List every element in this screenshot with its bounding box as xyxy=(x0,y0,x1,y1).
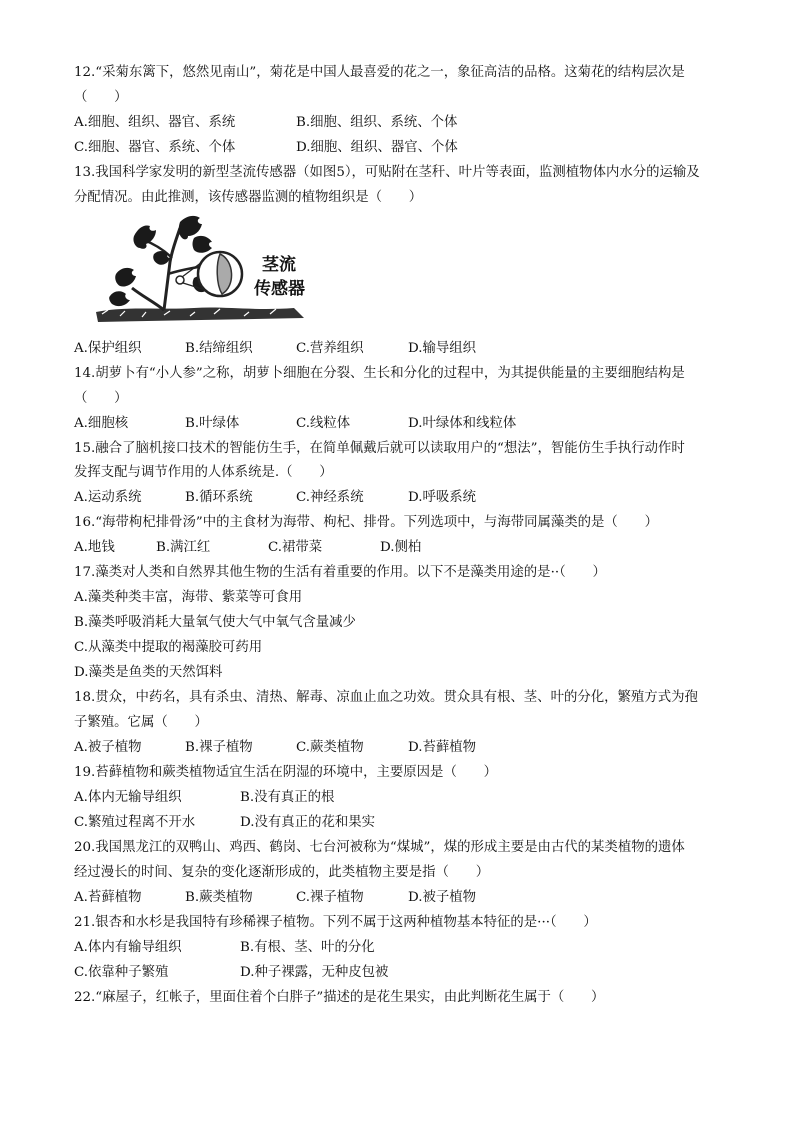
question-12-stem-line-1: 12.“采菊东篱下，悠然见南山”，菊花是中国人最喜爱的花之一，象征高洁的品格。这菊花的结构层次是 xyxy=(74,65,685,80)
question-17-option-d: D.藻类是鱼类的天然饵料 xyxy=(74,665,223,680)
option: B.细胞、组织、系统、个体 xyxy=(296,115,458,130)
option: C.蕨类植物 xyxy=(296,740,364,755)
question-15-stem-line-1: 15.融合了脑机接口技术的智能仿生手，在简单佩戴后就可以读取用户的“想法”，智能仿生手执行动作时 xyxy=(74,441,685,456)
option: C.依靠种子繁殖 xyxy=(74,965,169,980)
question-14-stem-line-1: 14.胡萝卜有“小人参”之称，胡萝卜细胞在分裂、生长和分化的过程中，为其提供能量的主要细胞结构是 xyxy=(74,366,685,381)
question-19-stem: 19.苔藓植物和蕨类植物适宜生活在阴湿的环境中，主要原因是（ ） xyxy=(74,765,498,780)
question-13-stem-line-1: 13.我国科学家发明的新型茎流传感器（如图5），可贴附在茎秆、叶片等表面，监测植物体内水分的运输及 xyxy=(74,165,700,180)
question-12-options-row-1 xyxy=(74,110,734,135)
option: B.裸子植物 xyxy=(185,740,253,755)
question-17-option-b: B.藻类呼吸消耗大量氧气使大气中氧气含量减少 xyxy=(74,615,356,630)
question-20-stem-line-1: 20.我国黑龙江的双鸭山、鸡西、鹤岗、七台河被称为“煤城”，煤的形成主要是由古代的某类植物的遗体 xyxy=(74,840,685,855)
question-20-options-row-1 xyxy=(74,885,734,910)
option: B.蕨类植物 xyxy=(185,890,253,905)
question-19-options-row-1 xyxy=(74,785,734,810)
option: A.体内无输导组织 xyxy=(74,790,182,805)
option: D.种子裸露，无种皮包被 xyxy=(240,965,389,980)
option: B.结缔组织 xyxy=(185,341,253,356)
option: A.苔藓植物 xyxy=(74,890,142,905)
option: B.满江红 xyxy=(156,540,211,555)
option: B.叶绿体 xyxy=(185,416,240,431)
figure-label-line-1: 茎流 xyxy=(262,255,296,275)
question-18-stem-line-1: 18.贯众，中药名，具有杀虫、清热、解毒、凉血止血之功效。贯众具有根、茎、叶的分化，繁殖方式为孢 xyxy=(74,690,698,705)
question-15-options-row-1 xyxy=(74,485,734,510)
question-20-stem-line-2: 经过漫长的时间、复杂的变化逐渐形成的，此类植物主要是指（ ） xyxy=(74,865,490,880)
option: D.细胞、组织、器官、个体 xyxy=(296,140,458,155)
question-14-options-row-1 xyxy=(74,411,734,436)
option: D.被子植物 xyxy=(408,890,477,905)
question-22-stem: 22.“麻屋子，红帐子，里面住着个白胖子”描述的是花生果实，由此判断花生属于（ ） xyxy=(74,990,605,1005)
option: D.输导组织 xyxy=(408,341,477,356)
option: D.苔藓植物 xyxy=(408,740,477,755)
option: D.呼吸系统 xyxy=(408,490,477,505)
question-21-options-row-2 xyxy=(74,960,734,985)
question-17-option-a: A.藻类种类丰富，海带、紫菜等可食用 xyxy=(74,590,303,605)
question-19-options-row-2 xyxy=(74,810,734,835)
question-21-options-row-1 xyxy=(74,935,734,960)
option: C.繁殖过程离不开水 xyxy=(74,815,196,830)
option: D.侧柏 xyxy=(380,540,422,555)
option: B.循环系统 xyxy=(185,490,253,505)
option: C.线粒体 xyxy=(296,416,351,431)
option: D.没有真正的花和果实 xyxy=(240,815,376,830)
question-17-option-c: C.从藻类中提取的褐藻胶可药用 xyxy=(74,640,263,655)
option: C.裙带菜 xyxy=(268,540,323,555)
question-16-stem: 16.“海带枸杞排骨汤”中的主食材为海带、枸杞、排骨。下列选项中，与海带同属藻类的是（ ） xyxy=(74,515,658,530)
stem-flow-sensor-figure xyxy=(94,214,328,334)
option: C.营养组织 xyxy=(296,341,364,356)
figure-label-line-2: 传感器 xyxy=(254,279,305,299)
option: A.运动系统 xyxy=(74,490,142,505)
question-13-options-row-1 xyxy=(74,336,734,361)
question-14-stem-line-2: （ ） xyxy=(74,391,128,406)
option: B.没有真正的根 xyxy=(240,790,335,805)
question-16-options-row-1 xyxy=(74,535,734,560)
question-21-stem: 21.银杏和水杉是我国特有珍稀裸子植物。下列不属于这两种植物基本特征的是···（ ） xyxy=(74,915,597,930)
option: B.有根、茎、叶的分化 xyxy=(240,940,375,955)
question-12-options-row-2 xyxy=(74,135,734,160)
option: A.被子植物 xyxy=(74,740,142,755)
option: C.神经系统 xyxy=(296,490,364,505)
question-18-stem-line-2: 子繁殖。它属（ ） xyxy=(74,715,208,730)
option: A.体内有输导组织 xyxy=(74,940,182,955)
question-12-stem-line-2: （ ） xyxy=(74,90,128,105)
question-13-stem-line-2: 分配情况。由此推测，该传感器监测的植物组织是（ ） xyxy=(74,190,423,205)
option: D.叶绿体和线粒体 xyxy=(408,416,517,431)
option: A.保护组织 xyxy=(74,341,142,356)
option: A.地钱 xyxy=(74,540,115,555)
question-15-stem-line-2: 发挥支配与调节作用的人体系统是.（ ） xyxy=(74,465,333,480)
option: C.细胞、器官、系统、个体 xyxy=(74,140,236,155)
question-17-stem: 17.藻类对人类和自然界其他生物的生活有着重要的作用。以下不是藻类用途的是··（ ） xyxy=(74,565,606,580)
option: A.细胞核 xyxy=(74,416,129,431)
option: C.裸子植物 xyxy=(296,890,364,905)
question-18-options-row-1 xyxy=(74,735,734,760)
option: A.细胞、组织、器官、系统 xyxy=(74,115,236,130)
